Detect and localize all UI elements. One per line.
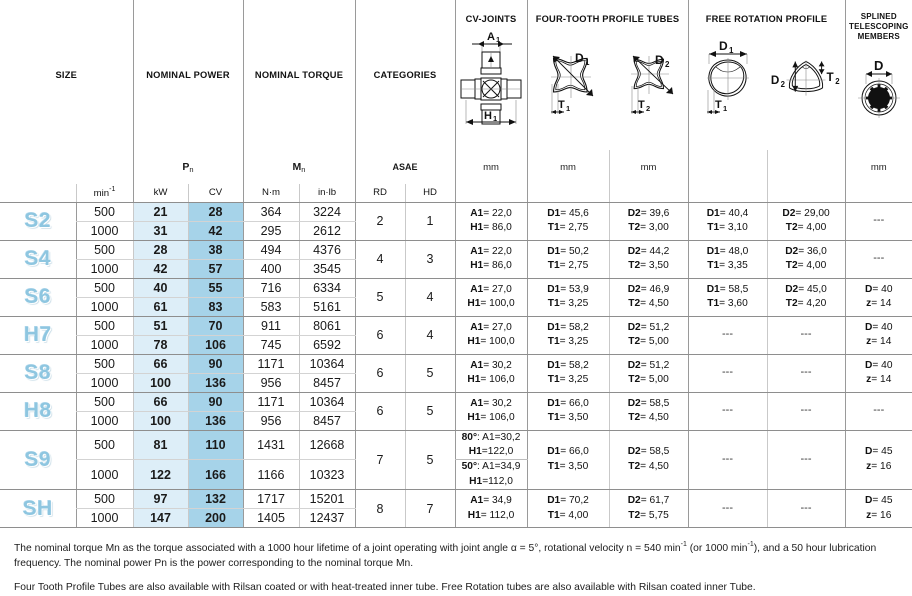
table-row [0, 430, 912, 460]
cell-inlb: 6334 [299, 278, 355, 297]
cell-cv: 28 [188, 202, 243, 221]
unit-splined: mm [845, 150, 912, 184]
free-rotation-d2-diagram [767, 34, 845, 126]
cell-four-tooth-d2: D2= 44,2 T2= 3,50 [609, 240, 688, 278]
cell-cv: 200 [188, 509, 243, 528]
group-title-four-tooth: FOUR-TOOTH PROFILE TUBES [535, 14, 680, 24]
unit-frp2 [767, 150, 845, 184]
header-column-row [0, 184, 912, 202]
cell-free-rotation-d1: --- [688, 316, 767, 354]
size-label: SH [0, 490, 76, 528]
cell-free-rotation-d1: --- [688, 392, 767, 430]
cell-cv-joint: 80°: A1=30,2 H1=122,0 [455, 430, 527, 460]
svg-text:T: T [825, 70, 834, 84]
cell-nm: 1405 [243, 509, 299, 528]
cell-inlb: 4376 [299, 240, 355, 259]
cell-kw: 122 [133, 460, 188, 490]
cell-four-tooth-d2: D2= 58,5 T2= 4,50 [609, 392, 688, 430]
cell-nm: 583 [243, 297, 299, 316]
cell-rpm: 500 [76, 278, 133, 297]
cell-kw: 21 [133, 202, 188, 221]
cell-cv: 110 [188, 430, 243, 460]
cell-four-tooth-d1: D1= 70,2 T1= 4,00 [527, 490, 609, 528]
col-header-inlb: in·lb [299, 184, 355, 202]
cell-inlb: 8457 [299, 373, 355, 392]
cell-category-hd: 7 [405, 490, 455, 528]
svg-text:H: H [484, 110, 492, 122]
svg-text:2: 2 [664, 60, 669, 69]
table-row [0, 354, 912, 373]
col-header-rpm: $\min^{-1}$ [76, 184, 133, 202]
size-label: S6 [0, 278, 76, 316]
cell-inlb: 3224 [299, 202, 355, 221]
cell-splined: D= 40 z= 14 [845, 316, 912, 354]
cell-category-hd: 3 [405, 240, 455, 278]
svg-text:A: A [487, 31, 495, 43]
cell-four-tooth-d2: D2= 46,9 T2= 4,50 [609, 278, 688, 316]
cell-free-rotation-d1: D1= 58,5 T1= 3,60 [688, 278, 767, 316]
cell-free-rotation-d2: D2= 29,00 T2= 4,00 [767, 202, 845, 240]
splined-member-diagram [846, 52, 912, 130]
cell-rpm: 500 [76, 430, 133, 460]
table-row [0, 278, 912, 297]
cell-free-rotation-d2: D2= 36,0 T2= 4,00 [767, 240, 845, 278]
cell-kw: 28 [133, 240, 188, 259]
cell-rpm: 1000 [76, 509, 133, 528]
cell-nm: 956 [243, 411, 299, 430]
unit-frp1 [688, 150, 767, 184]
cell-cv: 70 [188, 316, 243, 335]
cell-nm: 911 [243, 316, 299, 335]
size-label: H7 [0, 316, 76, 354]
cell-four-tooth-d2: D2= 61,7 T2= 5,75 [609, 490, 688, 528]
cell-category-hd: 5 [405, 354, 455, 392]
svg-text:D: D [654, 53, 664, 67]
cell-cv: 42 [188, 221, 243, 240]
cell-rpm: 1000 [76, 373, 133, 392]
table-row [0, 316, 912, 335]
cell-cv-joint: 50°: A1=34,9 H1=112,0 [455, 460, 527, 490]
size-label: S4 [0, 240, 76, 278]
cell-inlb: 8061 [299, 316, 355, 335]
unit-ftp1: mm [527, 150, 609, 184]
svg-text:1: 1 [722, 104, 727, 113]
cell-free-rotation-d1: --- [688, 354, 767, 392]
cell-nm: 716 [243, 278, 299, 297]
footnotes [0, 528, 912, 596]
cell-four-tooth-d2: D2= 51,2 T2= 5,00 [609, 316, 688, 354]
size-label: S9 [0, 430, 76, 490]
cell-cv-joint: A1= 27,0 H1= 100,0 [455, 316, 527, 354]
cell-cv: 55 [188, 278, 243, 297]
cell-category-rd: 8 [355, 490, 405, 528]
svg-text:T: T [714, 99, 722, 111]
cell-free-rotation-d2: --- [767, 490, 845, 528]
svg-text:1: 1 [584, 58, 589, 67]
group-title-nominal-torque: NOMINAL TORQUE [254, 70, 344, 80]
cell-free-rotation-d2: --- [767, 392, 845, 430]
cell-four-tooth-d1: D1= 58,2 T1= 3,25 [527, 354, 609, 392]
cell-category-rd: 7 [355, 430, 405, 490]
cell-cv-joint: A1= 34,9 H1= 112,0 [455, 490, 527, 528]
cell-kw: 66 [133, 354, 188, 373]
cell-cv: 166 [188, 460, 243, 490]
cell-nm: 1171 [243, 392, 299, 411]
group-title-splined: SPLINED TELESCOPING MEMBERS [848, 12, 909, 41]
unit-ftp2: mm [609, 150, 688, 184]
cell-cv: 57 [188, 259, 243, 278]
cell-free-rotation-d1: --- [688, 430, 767, 490]
cell-four-tooth-d1: D1= 66,0 T1= 3,50 [527, 430, 609, 490]
cell-splined: --- [845, 202, 912, 240]
cell-splined: --- [845, 240, 912, 278]
header-diagram-row [0, 0, 912, 150]
cell-category-rd: 5 [355, 278, 405, 316]
four-tooth-d2-diagram [608, 34, 688, 126]
cell-rpm: 500 [76, 316, 133, 335]
cell-kw: 147 [133, 509, 188, 528]
cell-kw: 61 [133, 297, 188, 316]
cell-kw: 78 [133, 335, 188, 354]
cell-four-tooth-d1: D1= 58,2 T1= 3,25 [527, 316, 609, 354]
cell-free-rotation-d2: --- [767, 430, 845, 490]
cell-category-hd: 5 [405, 430, 455, 490]
cell-category-hd: 1 [405, 202, 455, 240]
svg-text:1: 1 [493, 114, 498, 123]
svg-text:T: T [637, 99, 645, 111]
cell-four-tooth-d1: D1= 45,6 T1= 2,75 [527, 202, 609, 240]
cell-kw: 81 [133, 430, 188, 460]
cell-inlb: 8457 [299, 411, 355, 430]
group-title-categories: CATEGORIES [373, 70, 437, 80]
cell-cv-joint: A1= 30,2 H1= 106,0 [455, 354, 527, 392]
cell-rpm: 500 [76, 202, 133, 221]
cell-splined: D= 45 z= 16 [845, 490, 912, 528]
cell-cv: 136 [188, 411, 243, 430]
cell-category-rd: 4 [355, 240, 405, 278]
cell-free-rotation-d2: D2= 45,0 T2= 4,20 [767, 278, 845, 316]
cell-cv-joint: A1= 22,0 H1= 86,0 [455, 202, 527, 240]
cell-cv: 136 [188, 373, 243, 392]
cell-four-tooth-d2: D2= 58,5 T2= 4,50 [609, 430, 688, 490]
svg-text:D: D [574, 51, 584, 65]
free-rotation-d1-diagram [689, 34, 767, 126]
cell-category-rd: 2 [355, 202, 405, 240]
svg-text:1: 1 [496, 35, 501, 44]
cell-rpm: 500 [76, 392, 133, 411]
cell-inlb: 10364 [299, 392, 355, 411]
cell-rpm: 1000 [76, 411, 133, 430]
cell-cv: 38 [188, 240, 243, 259]
cell-kw: 31 [133, 221, 188, 240]
cell-cv: 132 [188, 490, 243, 509]
cell-nm: 1171 [243, 354, 299, 373]
cv-joint-diagram [456, 30, 527, 132]
col-header-cv: CV [188, 184, 243, 202]
cell-four-tooth-d1: D1= 53,9 T1= 3,25 [527, 278, 609, 316]
size-label: S2 [0, 202, 76, 240]
table-row [0, 392, 912, 411]
cell-inlb: 12668 [299, 430, 355, 460]
cell-inlb: 6592 [299, 335, 355, 354]
table-row [0, 202, 912, 221]
cell-inlb: 2612 [299, 221, 355, 240]
cell-cv-joint: A1= 27,0 H1= 100,0 [455, 278, 527, 316]
cell-cv: 106 [188, 335, 243, 354]
cell-rpm: 500 [76, 240, 133, 259]
group-title-free-rotation: FREE ROTATION PROFILE [705, 14, 828, 24]
cell-rpm: 1000 [76, 221, 133, 240]
cell-kw: 66 [133, 392, 188, 411]
cell-kw: 51 [133, 316, 188, 335]
symbol-pn: $P_n$ [182, 160, 194, 174]
cell-cv-joint: A1= 30,2 H1= 106,0 [455, 392, 527, 430]
cell-splined: D= 40 z= 14 [845, 354, 912, 392]
col-header-hd: HD [405, 184, 455, 202]
svg-text:2: 2 [645, 104, 650, 113]
col-header-rd: RD [355, 184, 405, 202]
cell-category-rd: 6 [355, 354, 405, 392]
cell-kw: 42 [133, 259, 188, 278]
col-header-kw: kW [133, 184, 188, 202]
cell-rpm: 1000 [76, 335, 133, 354]
symbol-mn: $M_n$ [292, 160, 306, 174]
cell-four-tooth-d1: D1= 66,0 T1= 3,50 [527, 392, 609, 430]
cell-splined: D= 45 z= 16 [845, 430, 912, 490]
cell-splined: D= 40 z= 14 [845, 278, 912, 316]
cell-inlb: 12437 [299, 509, 355, 528]
cell-category-hd: 4 [405, 316, 455, 354]
group-title-cv-joints: CV-JOINTS [465, 14, 517, 24]
cell-free-rotation-d2: --- [767, 316, 845, 354]
cell-nm: 364 [243, 202, 299, 221]
cell-kw: 97 [133, 490, 188, 509]
cell-category-rd: 6 [355, 316, 405, 354]
col-header-nm: N·m [243, 184, 299, 202]
group-title-size: SIZE [55, 70, 77, 80]
cell-inlb: 3545 [299, 259, 355, 278]
cell-nm: 956 [243, 373, 299, 392]
symbol-asae: ASAE [392, 162, 418, 172]
unit-cv-joint: mm [455, 150, 527, 184]
svg-text:D: D [770, 73, 779, 87]
size-label: H8 [0, 392, 76, 430]
cell-rpm: 1000 [76, 460, 133, 490]
cell-four-tooth-d2: D2= 51,2 T2= 5,00 [609, 354, 688, 392]
svg-text:D: D [873, 58, 884, 73]
cell-splined: --- [845, 392, 912, 430]
svg-text:T: T [557, 99, 565, 111]
cell-free-rotation-d1: D1= 48,0 T1= 3,35 [688, 240, 767, 278]
size-label: S8 [0, 354, 76, 392]
footnote-tube-options: Four Tooth Profile Tubes are also available with Rilsan coated or with heat-treated inner tube. Free Rotation tubes are also available with Rilsan coated inner Tube. [14, 582, 756, 594]
cell-inlb: 10364 [299, 354, 355, 373]
header-symbol-row [0, 150, 912, 184]
cell-rpm: 500 [76, 490, 133, 509]
table-row [0, 240, 912, 259]
cell-category-hd: 4 [405, 278, 455, 316]
cell-kw: 40 [133, 278, 188, 297]
cell-nm: 494 [243, 240, 299, 259]
cell-cv: 90 [188, 392, 243, 411]
cell-kw: 100 [133, 411, 188, 430]
svg-text:1: 1 [728, 46, 733, 55]
cell-nm: 400 [243, 259, 299, 278]
svg-text:1: 1 [565, 104, 570, 113]
cell-free-rotation-d1: --- [688, 490, 767, 528]
cell-free-rotation-d2: --- [767, 354, 845, 392]
cell-cv: 90 [188, 354, 243, 373]
cell-four-tooth-d2: D2= 39,6 T2= 3,00 [609, 202, 688, 240]
cell-cv-joint: A1= 22,0 H1= 86,0 [455, 240, 527, 278]
cell-four-tooth-d1: D1= 50,2 T1= 2,75 [527, 240, 609, 278]
cell-inlb: 5161 [299, 297, 355, 316]
cell-rpm: 500 [76, 354, 133, 373]
table-row [0, 490, 912, 509]
svg-text:2: 2 [834, 76, 840, 86]
cell-inlb: 10323 [299, 460, 355, 490]
cell-nm: 1166 [243, 460, 299, 490]
cell-cv: 83 [188, 297, 243, 316]
cell-nm: 295 [243, 221, 299, 240]
cell-category-hd: 5 [405, 392, 455, 430]
four-tooth-d1-diagram [528, 34, 608, 126]
cell-nm: 1431 [243, 430, 299, 460]
svg-text:2: 2 [780, 79, 785, 89]
cell-kw: 100 [133, 373, 188, 392]
cell-rpm: 1000 [76, 259, 133, 278]
svg-text:D: D [718, 39, 728, 53]
group-title-nominal-power: NOMINAL POWER [146, 70, 230, 80]
cell-rpm: 1000 [76, 297, 133, 316]
footnote-nominal-torque: The nominal torque Mn as the torque associated with a 1000 hour lifetime of a joint operating with joint angle α = 5°, rotational velocity n = 540 $\min^{-1} (or$ 1000 $\min^{-1}$), and a 50 hour lubrication frequency. The nominal power Pn is the power corresponding to the nominal torque Mn. [14, 541, 877, 570]
cell-category-rd: 6 [355, 392, 405, 430]
cell-nm: 745 [243, 335, 299, 354]
cell-nm: 1717 [243, 490, 299, 509]
cell-inlb: 15201 [299, 490, 355, 509]
cell-free-rotation-d1: D1= 40,4 T1= 3,10 [688, 202, 767, 240]
